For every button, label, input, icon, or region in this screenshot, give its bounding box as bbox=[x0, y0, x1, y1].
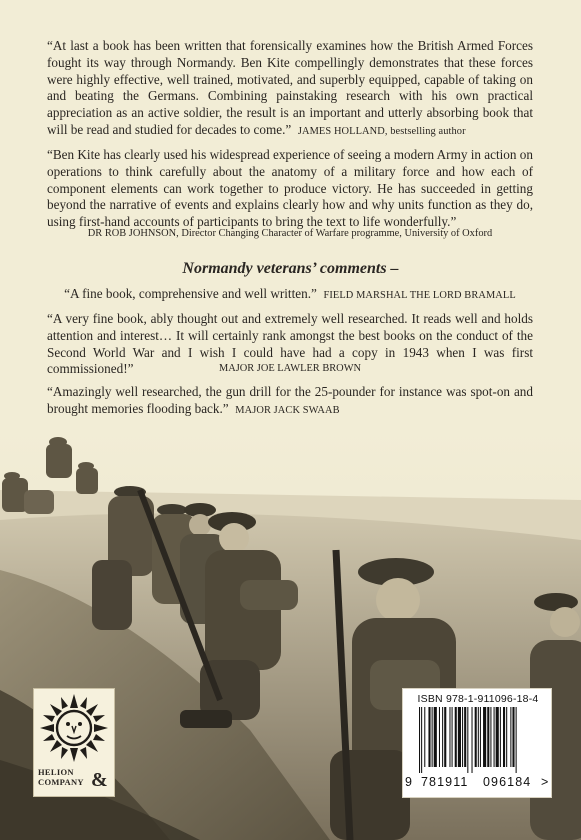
barcode-bar bbox=[516, 707, 517, 773]
publisher-logo bbox=[33, 688, 115, 797]
veterans-heading: Normandy veterans’ comments – bbox=[182, 260, 399, 277]
barcode-bar bbox=[452, 707, 453, 767]
barcode-bars bbox=[409, 707, 547, 773]
barcode-bar bbox=[421, 707, 422, 773]
barcode-bar bbox=[464, 707, 466, 767]
veteran-quote-3-attribution: MAJOR JACK SWAAB bbox=[235, 404, 340, 416]
veteran-quote-2-text: “A very fine book, ably thought out and extremely well researched. It reads well and holds attention and interest… It will certainly rank amongst the best books on the conduct of the Second World War and I wish I could have had a copy in 1943 when I was first commissioned!” bbox=[47, 311, 533, 377]
barcode-bar bbox=[462, 707, 463, 767]
review-quote-1-attribution: JAMES HOLLAND, bestselling author bbox=[297, 125, 466, 137]
barcode-bar bbox=[467, 707, 468, 773]
barcode-bar bbox=[506, 707, 507, 767]
review-quote-1 bbox=[47, 38, 533, 141]
publisher-ampersand: & bbox=[91, 769, 108, 791]
veteran-quote-1 bbox=[47, 286, 533, 305]
veteran-quote-2-attribution: MAJOR JOE LAWLER BROWN bbox=[218, 363, 362, 374]
publisher-name-line2: COMPANY bbox=[38, 777, 84, 787]
barcode-bar bbox=[458, 707, 461, 767]
barcode-bar bbox=[496, 707, 499, 767]
barcode-bar bbox=[455, 707, 457, 767]
barcode-bar bbox=[490, 707, 491, 767]
barcode-bar bbox=[472, 707, 473, 773]
barcode-bar bbox=[487, 707, 489, 767]
publisher-name-line1: HELION bbox=[38, 767, 74, 777]
barcode-bar bbox=[439, 707, 440, 767]
barcode-digits-left: 781911 bbox=[421, 775, 469, 789]
barcode-bar bbox=[510, 707, 511, 767]
barcode-digit-first: 9 bbox=[405, 775, 414, 789]
barcode-bar bbox=[449, 707, 450, 767]
barcode-bar bbox=[444, 707, 446, 767]
veteran-quote-3 bbox=[47, 384, 533, 420]
isbn-label: ISBN 978-1-911096-18-4 bbox=[417, 693, 539, 705]
barcode-bar bbox=[480, 707, 481, 767]
sun-face-icon bbox=[34, 689, 114, 767]
veteran-quote-1-attribution: FIELD MARSHAL THE LORD BRAMALL bbox=[323, 290, 516, 301]
publisher-name bbox=[38, 767, 94, 787]
review-quote-2-text: “Ben Kite has clearly used his widespread experience of seeing a modern Army in action on operations to think carefully about the anatomy of a military force and how each of component elements can work together to produce victory. He has succeeded in getting beyond the narrative of events and explains clearly how and why units function as they do, using first-hand accounts of participants to bring the text to life wonderfully.” bbox=[47, 147, 533, 230]
veteran-quote-3-text: “Amazingly well researched, the gun drill for the 25-pounder for instance was spot-on and brought memories flooding back.” bbox=[47, 384, 533, 416]
veteran-quote-1-text: “A fine book, comprehensive and well written.” bbox=[64, 286, 317, 301]
barcode-bar bbox=[434, 707, 437, 767]
barcode-bar bbox=[419, 707, 420, 773]
barcode-bar bbox=[428, 707, 430, 767]
review-quote-2-attribution: DR ROB JOHNSON, Director Changing Character of Warfare programme, University of Oxford bbox=[87, 228, 493, 239]
barcode-bar bbox=[478, 707, 479, 767]
barcode-arrow: > bbox=[541, 775, 550, 789]
barcode-bar bbox=[475, 707, 477, 767]
barcode-bar bbox=[432, 707, 433, 767]
barcode-bar bbox=[442, 707, 443, 767]
isbn-barcode bbox=[402, 688, 552, 798]
review-quote-1-text: “At last a book has been written that forensically examines how the British Armed Forces fought its way through Normandy. Ben Kite compellingly demonstrates that these forces were highly effective, well trained, motivated, and superbly equipped, capable of taking on and beating the Germans. Combining painstaking research with his own practical appreciation as an active soldier, the result is an important and utterly absorbing book that will be read and studied for decades to come.” bbox=[47, 38, 533, 137]
barcode-digits-right: 096184 bbox=[483, 775, 532, 789]
barcode-bar bbox=[494, 707, 495, 767]
review-quote-2 bbox=[47, 147, 533, 231]
barcode-bar bbox=[424, 707, 425, 767]
barcode-bar bbox=[483, 707, 486, 767]
barcode-bar bbox=[503, 707, 505, 767]
barcode-bar bbox=[500, 707, 501, 767]
barcode-bar bbox=[512, 707, 514, 767]
